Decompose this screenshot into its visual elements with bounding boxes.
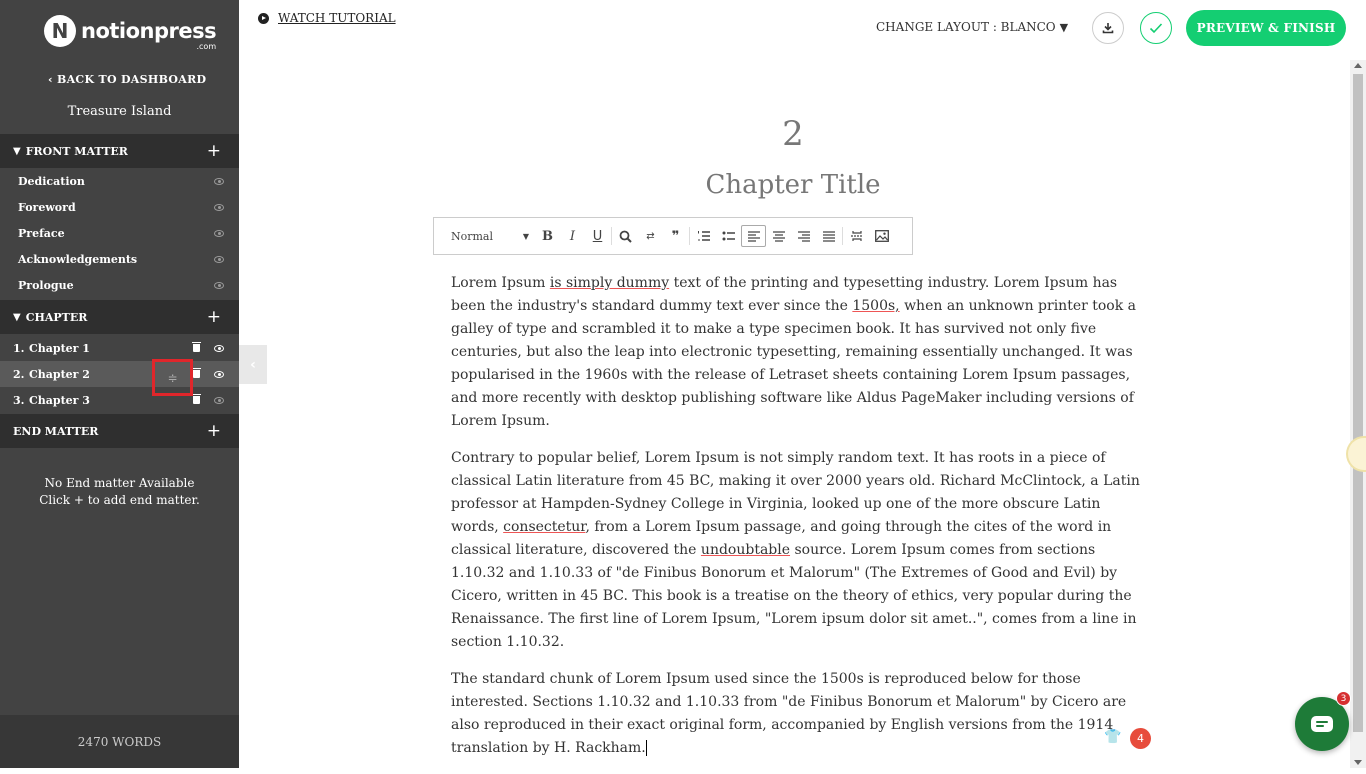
image-icon[interactable] [869, 225, 894, 247]
find-replace-icon[interactable]: ⇄ [646, 230, 655, 242]
eye-icon[interactable] [214, 204, 224, 211]
toolbar-divider [842, 227, 843, 245]
spelling-error: consectetur [503, 519, 586, 535]
page-break-icon[interactable] [844, 225, 869, 247]
search-icon[interactable] [613, 225, 638, 247]
scroll-down-icon[interactable] [1354, 760, 1362, 765]
back-to-dashboard-link[interactable]: ‹ BACK TO DASHBOARD [48, 73, 207, 86]
paragraph: Lorem Ipsum is simply dummy text of the printing and typesetting industry. Lorem Ipsum has been the industry's standard dummy text ever since the 1500s, when an unknown printer took a galley of type and scrambled it to make a type specimen book. It has survived not only five centuries, but also the leap into electronic typesetting, remaining essentially unchanged. It was popularised in the 1960s with the release of Letraset sheets containing Lorem Ipsum passages, and more recently with desktop publishing software like Aldus PageMaker including versions of Lorem Ipsum. [451, 275, 1137, 429]
eye-icon[interactable] [214, 282, 224, 289]
chapter-item-1[interactable]: 1. Chapter 1 [0, 335, 239, 361]
caret-down-icon: ▼ [1059, 20, 1069, 34]
front-matter-item-foreword[interactable]: Foreword [0, 194, 239, 220]
chat-icon [1311, 716, 1333, 732]
toolbar-divider [689, 227, 690, 245]
paragraph: The standard chunk of Lorem Ipsum used since the 1500s is reproduced below for those interested. Sections 1.10.32 and 1.10.33 from "de Finibus Bonorum et Malorum" by Cicero are also reproduced in their exact original form, accompanied by English versions from the 1914 translation by H. Rackham. [451, 671, 1127, 756]
end-matter-empty-message: No End matter Available Click + to add end matter. [39, 476, 200, 507]
spelling-error: is simply dummy [549, 275, 670, 291]
trash-icon[interactable] [193, 396, 200, 404]
align-left-icon[interactable] [741, 225, 766, 247]
download-icon [1102, 22, 1114, 34]
play-icon [258, 13, 269, 24]
add-front-matter-icon[interactable]: + [206, 141, 221, 161]
add-chapter-icon[interactable]: + [206, 307, 221, 327]
scrollbar-thumb[interactable] [1353, 74, 1363, 732]
end-matter-header[interactable]: END MATTER + [0, 414, 239, 448]
chapter-title[interactable]: Chapter Title [705, 170, 881, 200]
toolbar-divider [611, 227, 612, 245]
trash-icon[interactable] [193, 370, 200, 378]
paragraph-style-select[interactable]: Normal ▼ [451, 229, 529, 243]
chevron-down-icon: ▼ [13, 145, 21, 157]
align-justify-icon[interactable] [816, 225, 841, 247]
logo[interactable] [44, 15, 217, 51]
eye-icon[interactable] [214, 256, 224, 263]
drag-handle-icon[interactable]: ≑ [152, 359, 193, 396]
bullet-list-icon[interactable] [716, 225, 741, 247]
numbered-list-icon[interactable] [691, 225, 716, 247]
chapter-number[interactable]: 2 [782, 114, 804, 154]
save-check-button[interactable] [1140, 12, 1172, 44]
shirt-icon[interactable]: 👕 [1104, 729, 1122, 745]
change-layout-dropdown[interactable]: CHANGE LAYOUT : BLANCO ▼ [876, 20, 1069, 34]
spelling-error: 1500s, [852, 298, 900, 314]
underline-icon[interactable]: U [592, 228, 603, 244]
chapter-header[interactable]: ▼ CHAPTER + [0, 300, 239, 334]
eye-icon[interactable] [214, 397, 224, 404]
eye-icon[interactable] [214, 345, 224, 352]
caret-down-icon: ▼ [522, 231, 529, 241]
help-tab[interactable] [1346, 436, 1366, 472]
chapter-item-3[interactable]: 3. Chapter 3 [0, 387, 239, 413]
spelling-error: undoubtable [700, 542, 791, 558]
eye-icon[interactable] [214, 230, 224, 237]
download-button[interactable] [1092, 12, 1124, 44]
watch-tutorial-link[interactable]: WATCH TUTORIAL [258, 11, 396, 25]
align-center-icon[interactable] [766, 225, 791, 247]
chapter-editor[interactable] [451, 272, 1141, 774]
collapse-sidebar-button[interactable] [239, 345, 267, 384]
check-icon [1149, 22, 1163, 34]
text-cursor [646, 740, 647, 756]
eye-icon[interactable] [214, 371, 224, 378]
add-end-matter-icon[interactable]: + [206, 421, 221, 441]
front-matter-item-prologue[interactable]: Prologue [0, 272, 239, 298]
eye-icon[interactable] [214, 178, 224, 185]
italic-icon[interactable]: I [569, 228, 576, 244]
chapter-item-2[interactable]: 2. Chapter 2 [0, 361, 239, 387]
scrollbar[interactable] [1350, 60, 1366, 768]
logo-mark: N [44, 15, 76, 47]
front-matter-item-preface[interactable]: Preface [0, 220, 239, 246]
chevron-left-icon: ‹ [48, 73, 53, 86]
logo-suffix: .com [196, 42, 217, 51]
quote-icon[interactable]: ❞ [671, 228, 680, 244]
front-matter-item-acknowledgements[interactable]: Acknowledgements [0, 246, 239, 272]
front-matter-item-dedication[interactable]: Dedication [0, 168, 239, 194]
paragraph: Contrary to popular belief, Lorem Ipsum is not simply random text. It has roots in a piece of classical Latin literature from 45 BC, making it over 2000 years old. Richard McClintock, a Latin professor at Hampden-Sydney College in Virginia, looked up one of the more obscure Latin words, consectetur, from a Lorem Ipsum passage, and going through the cites of the word in classical literature, discovered the undoubtable source. Lorem Ipsum comes from sections 1.10.32 and 1.10.33 of "de Finibus Bonorum et Malorum" (The Extremes of Good and Evil) by Cicero, written in 45 BC. This book is a treatise on the theory of ethics, very popular during the Renaissance. The first line of Lorem Ipsum, "Lorem ipsum dolor sit amet..", comes from a line in section 1.10.32. [451, 450, 1140, 650]
book-title: Treasure Island [67, 104, 172, 119]
align-right-icon[interactable] [791, 225, 816, 247]
chevron-left-icon: ‹ [250, 356, 256, 373]
scroll-up-icon[interactable] [1354, 63, 1362, 68]
notification-badge[interactable]: 4 [1130, 728, 1151, 749]
logo-name: notionpress [81, 19, 217, 43]
chevron-down-icon: ▼ [13, 311, 21, 323]
editor-toolbar [433, 217, 913, 255]
preview-finish-button[interactable]: PREVIEW & FINISH [1186, 10, 1346, 46]
trash-icon[interactable] [193, 344, 200, 352]
chat-badge: 3 [1336, 691, 1351, 706]
bold-icon[interactable]: B [542, 228, 553, 244]
sidebar [0, 0, 239, 768]
word-count: 2470 WORDS [0, 715, 239, 768]
front-matter-header[interactable]: ▼ FRONT MATTER + [0, 134, 239, 168]
